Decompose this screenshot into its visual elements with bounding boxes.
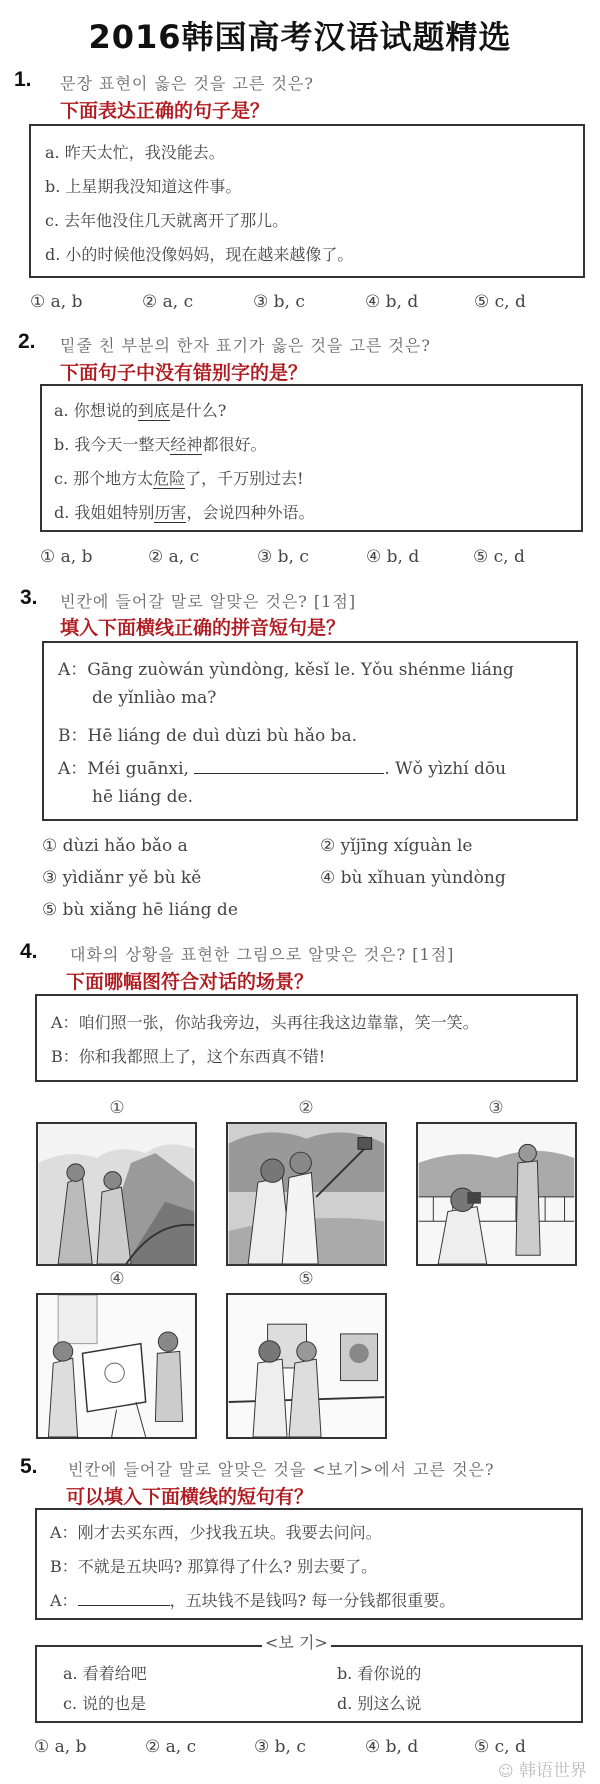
wechat-icon: ☺ bbox=[498, 1762, 514, 1780]
museum-scene-illustration bbox=[228, 1295, 385, 1437]
option-2[interactable]: ② yǐjīng xíguàn le bbox=[320, 836, 473, 856]
photo-scene-illustration bbox=[418, 1124, 575, 1264]
answer-blank bbox=[194, 773, 384, 774]
picture-label-2: ② bbox=[298, 1098, 314, 1118]
dialog-line-a bbox=[51, 1010, 479, 1033]
sentence-text: c. 那个地方太 bbox=[54, 469, 154, 488]
watermark-text: 韩语世界 bbox=[519, 1761, 588, 1781]
korean-prompt: 빈칸에 들어갈 말로 알맞은 것은? [1점] bbox=[60, 592, 357, 611]
picture-4-drawing-portrait[interactable] bbox=[36, 1293, 197, 1439]
korean-prompt: 문장 표현이 옳은 것을 고른 것은? bbox=[60, 74, 314, 93]
option-4[interactable]: ④ b, d bbox=[365, 1737, 419, 1757]
speaker-label: A： bbox=[50, 1591, 78, 1610]
dialog-text: Hē liáng de duì dùzi bù hǎo ba. bbox=[87, 726, 358, 746]
bogi-box bbox=[35, 1645, 583, 1723]
dialog-text: Méi guānxi, bbox=[87, 759, 189, 779]
bogi-item-b: b. 看你说的 bbox=[337, 1664, 422, 1683]
watermark bbox=[498, 1761, 587, 1781]
sentence-text: d. 我姐姐特别 bbox=[54, 503, 155, 522]
option-5[interactable]: ⑤ bù xiǎng hē liáng de bbox=[42, 900, 238, 920]
sentence-c bbox=[54, 466, 304, 489]
sentence-text: b. 我今天一整天 bbox=[54, 435, 171, 454]
dialog-continuation: de yǐnliào ma? bbox=[92, 688, 217, 708]
option-1[interactable]: ① a, b bbox=[34, 1737, 87, 1757]
dialog-box bbox=[35, 994, 578, 1082]
option-1[interactable]: ① dùzi hǎo bǎo a bbox=[42, 836, 188, 856]
underlined-word: 危险 bbox=[153, 469, 186, 488]
dialog-line-a1 bbox=[50, 1520, 382, 1543]
bogi-label: <보 기> bbox=[262, 1633, 331, 1653]
sentence-b: b. 上星期我没知道这件事。 bbox=[45, 177, 242, 196]
speaker-label: A： bbox=[58, 660, 88, 680]
dialog-box bbox=[42, 641, 578, 821]
korean-prompt: 밑줄 친 부분의 한자 표기가 옳은 것을 고른 것은? bbox=[60, 336, 431, 355]
option-2[interactable]: ② a, c bbox=[148, 547, 200, 567]
dialog-box bbox=[35, 1508, 583, 1620]
option-3[interactable]: ③ b, c bbox=[257, 547, 309, 567]
speaker-label: B： bbox=[51, 1047, 79, 1066]
answer-blank bbox=[78, 1605, 170, 1606]
speaker-label: B： bbox=[58, 726, 88, 746]
sentence-text: 了，千万别过去! bbox=[185, 469, 304, 488]
picture-label-5: ⑤ bbox=[298, 1269, 314, 1289]
option-3[interactable]: ③ yìdiǎnr yě bù kě bbox=[42, 868, 202, 888]
sentence-text: a. 你想说的 bbox=[54, 401, 138, 420]
sentence-b bbox=[54, 432, 266, 455]
speaker-label: B： bbox=[50, 1557, 78, 1576]
option-1[interactable]: ① a, b bbox=[30, 292, 83, 312]
picture-label-4: ④ bbox=[109, 1269, 125, 1289]
drawing-scene-illustration bbox=[38, 1295, 195, 1437]
option-2[interactable]: ② a, c bbox=[145, 1737, 197, 1757]
sentence-d bbox=[54, 500, 314, 523]
option-3[interactable]: ③ b, c bbox=[254, 1737, 306, 1757]
speaker-label: A： bbox=[50, 1523, 78, 1542]
underlined-word: 到底 bbox=[137, 401, 170, 420]
sentence-box bbox=[29, 124, 585, 278]
speaker-label: A： bbox=[58, 759, 88, 779]
picture-5-museum[interactable] bbox=[226, 1293, 387, 1439]
sentence-text: 都很好。 bbox=[202, 435, 267, 454]
option-4[interactable]: ④ b, d bbox=[365, 292, 419, 312]
underlined-word: 历害 bbox=[154, 503, 187, 522]
underlined-word: 经神 bbox=[170, 435, 203, 454]
dialog-line-b bbox=[50, 1554, 377, 1577]
picture-label-3: ③ bbox=[488, 1098, 504, 1118]
question-number: 5. bbox=[20, 1455, 38, 1478]
sentence-d: d. 小的时候他没像妈妈，现在越来越像了。 bbox=[45, 245, 354, 264]
dialog-line-a2 bbox=[50, 1588, 455, 1611]
bogi-item-d: d. 别这么说 bbox=[337, 1694, 422, 1713]
page-title: 2016韩国高考汉语试题精选 bbox=[88, 18, 512, 56]
chinese-prompt: 可以填入下面横线的短句有？ bbox=[66, 1486, 314, 1508]
picture-3-taking-photo[interactable] bbox=[416, 1122, 577, 1266]
dialog-text: . Wǒ yìzhí dōu bbox=[384, 759, 507, 779]
sentence-a: a. 昨天太忙，我没能去。 bbox=[45, 143, 225, 162]
sentence-box bbox=[40, 384, 583, 532]
chinese-prompt: 下面哪幅图符合对话的场景？ bbox=[66, 971, 314, 993]
korean-prompt: 빈칸에 들어갈 말로 알맞은 것을 <보기>에서 고른 것은? bbox=[68, 1460, 495, 1479]
option-4[interactable]: ④ bù xǐhuan yùndòng bbox=[320, 868, 506, 888]
dialog-text: 刚才去买东西，少找我五块。我要去问问。 bbox=[77, 1523, 382, 1542]
question-number: 2. bbox=[18, 330, 36, 353]
dialog-line-a2 bbox=[58, 754, 506, 779]
dialog-line-b bbox=[51, 1044, 325, 1067]
dialog-text: 咱们照一张，你站我旁边，头再往我这边靠靠，笑一笑。 bbox=[78, 1013, 479, 1032]
sentence-c: c. 去年他没住几天就离开了那儿。 bbox=[45, 211, 289, 230]
chinese-prompt: 下面句子中没有错别字的是？ bbox=[60, 362, 308, 384]
korean-prompt: 대화의 상황을 표현한 그림으로 알맞은 것은? [1점] bbox=[70, 945, 455, 964]
dialog-text: ，五块钱不是钱吗? 每一分钱都很重要。 bbox=[169, 1591, 456, 1610]
speaker-label: A： bbox=[51, 1013, 79, 1032]
question-number: 3. bbox=[20, 586, 38, 609]
question-number: 4. bbox=[20, 940, 38, 963]
option-4[interactable]: ④ b, d bbox=[366, 547, 420, 567]
dialog-text: 你和我都照上了，这个东西真不错! bbox=[78, 1047, 326, 1066]
chinese-prompt: 下面表达正确的句子是？ bbox=[60, 100, 270, 122]
dialog-text: Gāng zuòwán yùndòng, kěsǐ le. Yǒu shénme liáng bbox=[87, 660, 514, 680]
question-number: 1. bbox=[14, 68, 32, 91]
picture-1-mountain-viewing[interactable] bbox=[36, 1122, 197, 1266]
sentence-a bbox=[54, 398, 226, 421]
option-2[interactable]: ② a, c bbox=[142, 292, 194, 312]
option-3[interactable]: ③ b, c bbox=[253, 292, 305, 312]
selfie-scene-illustration bbox=[228, 1124, 385, 1264]
option-5[interactable]: ⑤ c, d bbox=[474, 292, 526, 312]
sentence-text: 是什么? bbox=[169, 401, 227, 420]
dialog-text: 不就是五块吗? 那算得了什么? 别去要了。 bbox=[77, 1557, 378, 1576]
mountain-scene-illustration bbox=[38, 1124, 195, 1264]
option-1[interactable]: ① a, b bbox=[40, 547, 93, 567]
dialog-line-b bbox=[58, 721, 357, 746]
bogi-item-c: c. 说的也是 bbox=[63, 1694, 147, 1713]
sentence-text: ，会说四种外语。 bbox=[186, 503, 315, 522]
picture-2-selfie-stick[interactable] bbox=[226, 1122, 387, 1266]
picture-label-1: ① bbox=[109, 1098, 125, 1118]
dialog-line-a1 bbox=[58, 655, 514, 680]
chinese-prompt: 填入下面横线正确的拼音短句是？ bbox=[60, 617, 346, 639]
dialog-continuation: hē liáng de. bbox=[92, 787, 194, 807]
option-5[interactable]: ⑤ c, d bbox=[474, 1737, 526, 1757]
bogi-item-a: a. 看着给吧 bbox=[63, 1664, 147, 1683]
option-5[interactable]: ⑤ c, d bbox=[473, 547, 525, 567]
